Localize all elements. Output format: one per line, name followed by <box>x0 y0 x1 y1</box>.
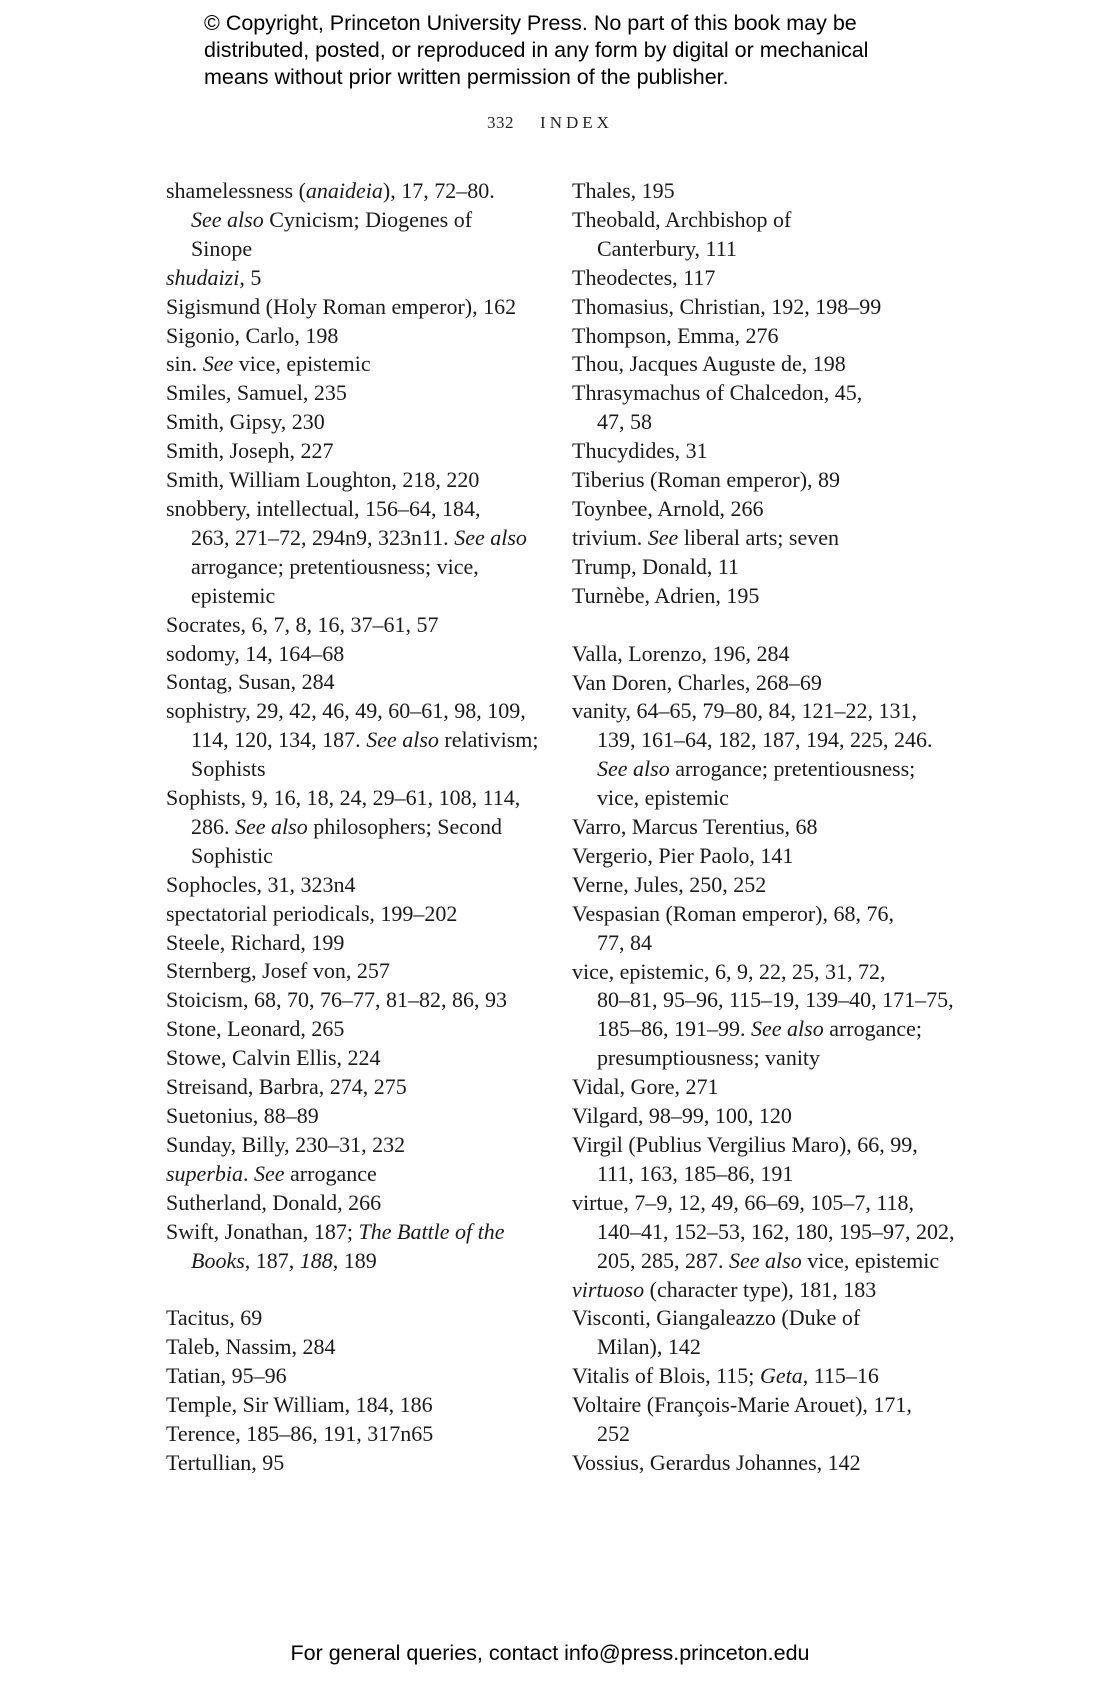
index-entry <box>572 842 944 871</box>
index-entry <box>572 1073 944 1102</box>
index-entry <box>166 495 538 611</box>
copyright-line: means without prior written permission of the publisher. <box>204 65 729 89</box>
entry-text: Vossius, Gerardus Johannes, 142 <box>572 1449 861 1475</box>
index-entry <box>166 900 538 929</box>
entry-text: philosophers; Second <box>307 813 503 839</box>
entry-text: epistemic <box>191 582 276 608</box>
index-entry <box>166 264 538 293</box>
entry-text: arrogance; pretentiousness; vice, <box>191 553 479 579</box>
entry-text: Terence, 185–86, 191, 317n65 <box>166 1421 434 1447</box>
entry-text: Suetonius, 88–89 <box>166 1103 319 1128</box>
index-entry <box>166 1102 538 1131</box>
entry-text: Sunday, Billy, 230–31, 232 <box>166 1131 406 1157</box>
italic-text: See also <box>235 813 308 839</box>
index-entry <box>572 813 944 842</box>
entry-text: Cynicism; Diogenes of <box>263 206 473 232</box>
index-entry <box>166 957 538 986</box>
index-entry <box>572 495 944 524</box>
entry-text: 140–41, 152–53, 162, 180, 195–97, 202, <box>597 1218 955 1244</box>
index-entry <box>166 1362 538 1391</box>
entry-text: Vespasian (Roman emperor), 68, 76, <box>572 900 894 926</box>
copyright-line: © Copyright, Princeton University Press. No part of this book may be <box>204 11 857 35</box>
index-entry <box>572 1449 944 1478</box>
index-entry <box>166 1304 538 1333</box>
index-entry <box>572 524 944 553</box>
index-entry <box>166 1160 538 1189</box>
index-entry <box>166 1044 538 1073</box>
index-entry <box>166 784 538 871</box>
entry-text: Streisand, Barbra, 274, 275 <box>166 1074 407 1100</box>
entry-text: Stoicism, 68, 70, 76–77, 81–82, 86, 93 <box>166 987 508 1013</box>
index-entry <box>572 669 944 698</box>
italic-text: superbia <box>166 1160 243 1186</box>
index-entry <box>572 1189 955 1276</box>
entry-text: , 115–16 <box>802 1363 879 1389</box>
entry-text: virtue, 7–9, 12, 49, 66–69, 105–7, 118, <box>572 1189 914 1215</box>
letter-group-gap <box>572 611 944 640</box>
entry-text: Tatian, 95–96 <box>166 1363 287 1389</box>
entry-text: Sophists <box>191 756 266 782</box>
entry-text: Thrasymachus of Chalcedon, 45, <box>572 380 863 406</box>
index-entry <box>166 1015 538 1044</box>
entry-text: Valla, Lorenzo, 196, 284 <box>572 640 790 666</box>
entry-text: relativism; <box>438 727 539 753</box>
running-head <box>0 113 1100 133</box>
entry-text: 263, 271–72, 294n9, 323n11. <box>191 524 455 550</box>
index-entry <box>166 1449 538 1478</box>
entry-text: Van Doren, Charles, 268–69 <box>572 669 822 695</box>
index-entry <box>572 466 944 495</box>
entry-text: 80–81, 95–96, 115–19, 139–40, 171–75, <box>597 987 954 1013</box>
entry-text: 205, 285, 287. <box>597 1247 729 1273</box>
index-entry <box>166 408 538 437</box>
entry-text: Vidal, Gore, 271 <box>572 1074 719 1100</box>
index-entry <box>572 697 944 813</box>
entry-text: Visconti, Giangaleazzo (Duke of <box>572 1305 861 1331</box>
entry-text: liberal arts; seven <box>678 524 839 550</box>
index-entry <box>166 293 538 322</box>
italic-text: Geta <box>759 1363 803 1389</box>
entry-text: Sigonio, Carlo, 198 <box>166 322 339 348</box>
entry-text: 139, 161–64, 182, 187, 194, 225, 246. <box>597 727 933 753</box>
entry-text: snobbery, intellectual, 156–64, 184, <box>166 495 481 521</box>
italic-text: Books <box>191 1247 245 1273</box>
entry-text: presumptiousness; vanity <box>597 1045 821 1071</box>
index-entry <box>572 293 944 322</box>
entry-text: . <box>243 1160 254 1186</box>
index-entry <box>572 1391 944 1449</box>
entry-text: Stone, Leonard, 265 <box>166 1016 345 1042</box>
italic-text: See also <box>366 727 439 753</box>
entry-text: Sutherland, Donald, 266 <box>166 1189 382 1215</box>
entry-text: vanity, 64–65, 79–80, 84, 121–22, 131, <box>572 698 918 724</box>
entry-text: Smith, William Loughton, 218, 220 <box>166 467 480 493</box>
entry-text: Sinope <box>191 235 253 261</box>
entry-text: , 189 <box>332 1247 377 1273</box>
entry-text: Stowe, Calvin Ellis, 224 <box>166 1045 381 1071</box>
entry-text: Vergerio, Pier Paolo, 141 <box>572 842 794 868</box>
index-entry <box>166 1189 538 1218</box>
index-entry <box>166 640 538 669</box>
entry-text: vice, epistemic, 6, 9, 22, 25, 31, 72, <box>572 958 886 984</box>
index-entry <box>572 1304 944 1362</box>
entry-text: Virgil (Publius Vergilius Maro), 66, 99, <box>572 1132 918 1157</box>
italic-text: anaideia <box>305 178 383 203</box>
index-entry <box>572 871 944 900</box>
entry-text: trivium. <box>572 524 648 550</box>
italic-text: shudaizi <box>166 264 240 290</box>
entry-text: Taleb, Nassim, 284 <box>166 1334 336 1360</box>
entry-text: 114, 120, 134, 187. <box>191 727 367 753</box>
entry-text: ), 17, 72–80. <box>382 178 495 203</box>
entry-text: Thou, Jacques Auguste de, 198 <box>572 351 846 377</box>
italic-text: See <box>254 1160 285 1186</box>
index-entry <box>572 350 944 379</box>
entry-text: Steele, Richard, 199 <box>166 929 345 955</box>
entry-text: Verne, Jules, 250, 252 <box>572 871 767 897</box>
entry-text: Vitalis of Blois, 115; <box>572 1363 760 1389</box>
index-entry <box>166 379 538 408</box>
index-entry <box>166 668 538 697</box>
entry-text: arrogance <box>284 1160 377 1186</box>
index-entry <box>572 206 944 264</box>
entry-text: Smiles, Samuel, 235 <box>166 380 347 406</box>
entry-text: shamelessness ( <box>166 178 306 203</box>
index-entry <box>572 1102 944 1131</box>
entry-text: Theobald, Archbishop of <box>572 206 792 232</box>
italic-text: The Battle of the <box>358 1218 505 1244</box>
italic-text: See <box>202 351 234 377</box>
entry-text: 252 <box>597 1421 630 1447</box>
entry-text: Voltaire (François-Marie Arouet), 171, <box>572 1392 912 1418</box>
entry-text: Toynbee, Arnold, 266 <box>572 495 764 521</box>
entry-text: , 5 <box>239 264 262 290</box>
index-entry <box>166 1131 538 1160</box>
entry-text: Sontag, Susan, 284 <box>166 669 335 695</box>
entry-text: Temple, Sir William, 184, 186 <box>166 1392 433 1418</box>
entry-text: Vilgard, 98–99, 100, 120 <box>572 1103 792 1129</box>
entry-text: Smith, Joseph, 227 <box>166 438 334 464</box>
index-entry <box>166 1391 538 1420</box>
copyright-notice <box>204 10 924 91</box>
index-column-left <box>166 177 538 1478</box>
entry-text: vice, epistemic <box>233 351 371 377</box>
letter-group-gap <box>166 1275 538 1304</box>
entry-text: sin. <box>166 351 203 377</box>
entry-text: vice, epistemic <box>597 785 729 811</box>
entry-text: 111, 163, 185–86, 191 <box>597 1160 794 1186</box>
entry-text: Tertullian, 95 <box>166 1449 285 1475</box>
index-entry <box>166 437 538 466</box>
italic-text: virtuoso <box>572 1276 645 1302</box>
italic-text: See also <box>729 1247 802 1273</box>
entry-text: 286. <box>191 813 235 839</box>
index-entry <box>572 900 944 958</box>
copyright-line: distributed, posted, or reproduced in any form by digital or mechanical <box>204 38 869 62</box>
entry-text: (character type), 181, 183 <box>644 1276 877 1302</box>
entry-text: Socrates, 6, 7, 8, 16, 37–61, 57 <box>166 611 439 637</box>
italic-text: See also <box>454 524 527 550</box>
italic-text: See also <box>751 1016 824 1042</box>
index-entry <box>572 640 944 669</box>
entry-text: Turnèbe, Adrien, 195 <box>572 582 760 608</box>
entry-text: Sigismund (Holy Roman emperor), 162 <box>166 293 517 319</box>
index-entry <box>166 177 538 264</box>
entry-text: Milan), 142 <box>597 1334 701 1360</box>
entry-text: vice, epistemic <box>801 1247 940 1273</box>
entry-text: Sternberg, Josef von, 257 <box>166 958 390 984</box>
page-number: 332 <box>487 113 515 132</box>
entry-text: sophistry, 29, 42, 46, 49, 60–61, 98, 109, <box>166 698 526 724</box>
index-entry <box>166 986 538 1015</box>
entry-text: 47, 58 <box>597 409 652 435</box>
index-entry <box>572 1362 944 1391</box>
entry-text: arrogance; <box>823 1016 923 1042</box>
index-column-right <box>572 177 955 1478</box>
index-entry <box>166 929 538 958</box>
index-entry <box>166 322 538 351</box>
entry-text: , 187, <box>244 1247 300 1273</box>
entry-text: Tiberius (Roman emperor), 89 <box>572 467 841 493</box>
entry-text: 185–86, 191–99. <box>597 1016 751 1042</box>
index-entry <box>166 1218 538 1276</box>
italic-text: See <box>647 524 679 550</box>
running-head-title: INDEX <box>540 113 613 132</box>
entry-text: Varro, Marcus Terentius, 68 <box>572 814 818 840</box>
index-entry <box>572 264 944 293</box>
index-entry <box>572 177 944 206</box>
index-entry <box>166 350 538 379</box>
index-entry <box>572 582 944 611</box>
index-entry <box>166 1073 538 1102</box>
entry-text: Thompson, Emma, 276 <box>572 322 779 348</box>
entry-text: spectatorial periodicals, 199–202 <box>166 900 458 926</box>
entry-text: Sophocles, 31, 323n4 <box>166 871 356 897</box>
index-entry <box>572 1131 944 1189</box>
entry-text: Thales, 195 <box>572 178 675 203</box>
entry-text: Theodectes, 117 <box>572 264 716 290</box>
entry-text: Smith, Gipsy, 230 <box>166 409 325 435</box>
index-entry <box>166 1333 538 1362</box>
index-entry <box>572 379 944 437</box>
index-entry <box>572 1276 944 1305</box>
italic-text: 188 <box>299 1247 333 1273</box>
footer-contact: For general queries, contact info@press.princeton.edu <box>290 1641 810 1665</box>
entry-text: 77, 84 <box>597 929 652 955</box>
index-entry <box>572 322 944 351</box>
index-entry <box>166 611 538 640</box>
entry-text: Canterbury, 111 <box>597 235 737 261</box>
entry-text: Swift, Jonathan, 187; <box>166 1218 359 1244</box>
index-entry <box>572 958 954 1074</box>
index-entry <box>166 1420 538 1449</box>
entry-text: Thucydides, 31 <box>572 438 708 464</box>
index-entry <box>166 697 538 784</box>
italic-text: See also <box>597 756 670 782</box>
index-entry <box>166 871 538 900</box>
entry-text: sodomy, 14, 164–68 <box>166 640 345 666</box>
index-entry <box>166 466 538 495</box>
index-entry <box>572 553 944 582</box>
index-entry <box>572 437 944 466</box>
entry-text: Tacitus, 69 <box>166 1305 263 1331</box>
entry-text: Thomasius, Christian, 192, 198–99 <box>572 293 882 319</box>
italic-text: See also <box>191 206 264 232</box>
entry-text: Sophists, 9, 16, 18, 24, 29–61, 108, 114, <box>166 785 521 811</box>
entry-text: arrogance; pretentiousness; <box>669 756 916 782</box>
entry-text: Sophistic <box>191 842 273 868</box>
entry-text: Trump, Donald, 11 <box>572 553 740 579</box>
